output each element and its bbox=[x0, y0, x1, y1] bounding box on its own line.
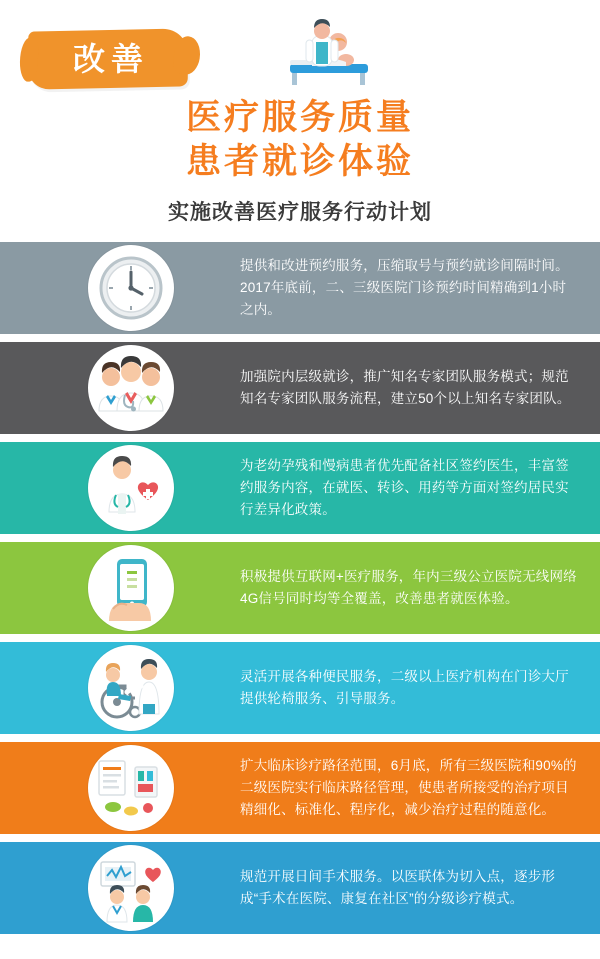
item-text-container bbox=[188, 442, 600, 534]
badge-label: 改善 bbox=[72, 41, 149, 77]
brush-badge bbox=[28, 30, 188, 92]
title-line-1: 医疗服务质量 bbox=[185, 98, 414, 137]
item-text-container bbox=[188, 542, 600, 634]
family-doctor-heart-icon bbox=[88, 445, 174, 531]
icon-container bbox=[0, 642, 188, 734]
list-item bbox=[0, 642, 600, 734]
item-text-container bbox=[188, 342, 600, 434]
item-text: 提供和改进预约服务，压缩取号与预约就诊间隔时间。2017年底前，二、三级医院门诊预约时间精确到1小时之内。 bbox=[240, 258, 569, 317]
list-item bbox=[0, 442, 600, 534]
icon-container bbox=[0, 242, 188, 334]
clock-icon bbox=[88, 245, 174, 331]
item-text: 积极提供互联网+医疗服务，年内三级公立医院无线网络4G信号同时均等全覆盖，改善患者就医体验。 bbox=[240, 569, 577, 606]
title-block bbox=[0, 96, 600, 226]
item-text-container bbox=[188, 642, 600, 734]
icon-container bbox=[0, 442, 188, 534]
day-surgery-icon bbox=[88, 845, 174, 931]
icon-container bbox=[0, 742, 188, 834]
item-text-container bbox=[188, 742, 600, 834]
item-text: 加强院内层级就诊，推广知名专家团队服务模式；规范知名专家团队服务流程，建立50个以上知名专家团队。 bbox=[240, 369, 571, 406]
clinical-pathway-icon bbox=[88, 745, 174, 831]
list-item bbox=[0, 242, 600, 334]
title-line-2: 患者就诊体验 bbox=[185, 142, 414, 181]
item-text-container bbox=[188, 842, 600, 934]
list-item bbox=[0, 542, 600, 634]
footer-spacer bbox=[0, 942, 600, 959]
doctor-team-icon bbox=[88, 345, 174, 431]
list-item bbox=[0, 342, 600, 434]
mobile-phone-hand-icon bbox=[88, 545, 174, 631]
doctor-patient-bed-icon bbox=[272, 18, 382, 90]
item-text: 为老幼孕残和慢病患者优先配备社区签约医生，丰富签约服务内容，在就医、转诊、用药等方面对签约居民实行差异化政策。 bbox=[240, 458, 569, 517]
poster-header bbox=[0, 0, 600, 228]
icon-container bbox=[0, 542, 188, 634]
list-item bbox=[0, 742, 600, 834]
icon-container bbox=[0, 342, 188, 434]
poster-subtitle: 实施改善医疗服务行动计划 bbox=[168, 201, 432, 224]
wheelchair-assist-icon bbox=[88, 645, 174, 731]
item-text: 扩大临床诊疗路径范围，6月底，所有三级医院和90%的二级医院实行临床路径管理，使患者所接受的治疗项目精细化、标准化、程序化，减少治疗过程的随意化。 bbox=[240, 758, 577, 817]
item-text: 规范开展日间手术服务。以医联体为切入点，逐步形成“手术在医院、康复在社区”的分级诊疗模式。 bbox=[240, 869, 556, 906]
icon-container bbox=[0, 842, 188, 934]
measures-list bbox=[0, 242, 600, 934]
list-item bbox=[0, 842, 600, 934]
item-text-container bbox=[188, 242, 600, 334]
item-text: 灵活开展各种便民服务，二级以上医疗机构在门诊大厅提供轮椅服务、引导服务。 bbox=[240, 669, 569, 706]
